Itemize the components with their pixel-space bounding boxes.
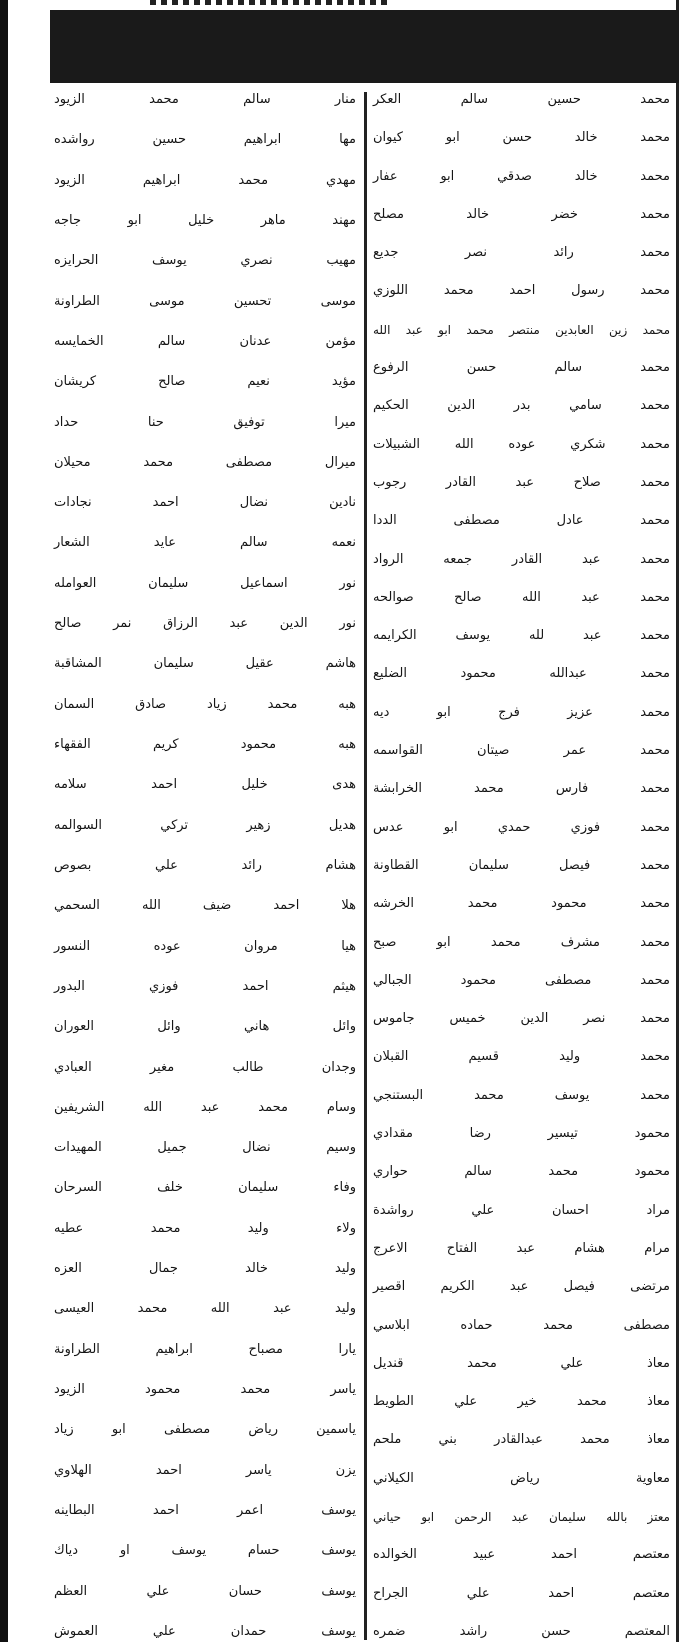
name-entry: ياسر محمد محمود الزيود [54, 1382, 356, 1397]
name-entry: يزن ياسر احمد الهلاوي [54, 1462, 356, 1478]
name-entry: ولاء وليد محمد عطيه [54, 1220, 356, 1236]
name-entry: هلا احمد ضيف الله السحمي [54, 898, 356, 914]
name-entry: محمد شكري عوده الله الشبيلات [373, 436, 670, 452]
name-entry: محمد عادل مصطفى الددا [373, 513, 670, 529]
name-entry: يوسف حمدان علي العموش [54, 1623, 356, 1639]
name-entry: معتصم احمد عبيد الخوالده [373, 1547, 670, 1563]
name-entry: هدى خليل احمد سلامه [54, 777, 356, 793]
name-entry: محمد نصر الدين خميس جاموس [373, 1011, 670, 1027]
name-entry: وسيم نضال جميل المهيدات [54, 1140, 356, 1156]
name-entry: مراد احسان علي رواشدة [373, 1202, 670, 1218]
name-entry: معاذ محمد خير علي الطويط [373, 1394, 670, 1410]
name-entry: محمد فارس محمد الخرابشة [373, 781, 670, 797]
name-entry: هيا مروان عوده النسور [54, 938, 356, 954]
name-entry: محمود تيسير رضا مقدادي [373, 1126, 670, 1142]
name-entry: وسام محمد عبد الله الشريفين [54, 1099, 356, 1115]
name-entry: وجدان طالب مغير العبادي [54, 1059, 356, 1075]
name-entry: محمد رسول احمد محمد اللوزي [373, 283, 670, 299]
name-entry: مرتضى فيصل عبد الكريم اقصير [373, 1279, 670, 1295]
name-entry: مؤمن عدنان سالم الخمايسه [54, 333, 356, 349]
name-entry: محمد مشرف محمد ابو صبح [373, 934, 670, 950]
name-entry: محمد فوزي حمدي ابو عدس [373, 819, 670, 835]
name-entry: معتز بالله سليمان عبد الرحمن ابو حياني [373, 1509, 670, 1524]
name-entry: موسى تحسين موسى الطراونة [54, 293, 356, 309]
name-entry: وليد عبد الله محمد العيسى [54, 1301, 356, 1317]
name-entry: محمد سالم حسن الرفوع [373, 360, 670, 376]
name-entry: المعتصم حسن راشد ضمره [373, 1623, 670, 1639]
name-entry: ميرا توفيق حنا حداد [54, 414, 356, 430]
name-entry: وائل هاني وائل العوران [54, 1019, 356, 1035]
name-entry: هبه محمد زياد صادق السمان [54, 696, 356, 712]
name-entry: محمود محمد سالم حواري [373, 1164, 670, 1180]
cropped-top-text-fragment [150, 0, 390, 5]
name-entry: هيثم احمد فوزي البدور [54, 978, 356, 994]
name-entry: محمد عمر صيتان القواسمه [373, 743, 670, 759]
name-entry: محمد عزيز فرج ابو ديه [373, 704, 670, 720]
name-entry: محمد حسين سالم العكر [373, 92, 670, 107]
name-entry: محمد سامي بدر الدين الحكيم [373, 398, 670, 414]
name-entry: محمد فيصل سليمان القطاونة [373, 857, 670, 873]
name-entry: محمد عبد الله صالح صوالحه [373, 589, 670, 605]
name-entry: محمد يوسف محمد البستنجي [373, 1087, 670, 1103]
name-entry: هاشم عقيل سليمان المشاقبة [54, 656, 356, 672]
name-entry: هشام رائد علي بصوص [54, 857, 356, 873]
name-entry: محمد محمود محمد الخرشه [373, 896, 670, 912]
name-entry: محمد خالد صدقي ابو عفار [373, 168, 670, 184]
name-entry: معاوية رياض الكيلاني [373, 1470, 670, 1486]
name-entry: محمد مصطفى محمود الجبالي [373, 972, 670, 988]
name-entry: يوسف حسان علي العظم [54, 1583, 356, 1599]
name-entry: يوسف اعمر احمد البطاينه [54, 1502, 356, 1518]
name-entry: معاذ علي محمد قنديل [373, 1355, 670, 1371]
name-entry: يارا مصباح ابراهيم الطراونة [54, 1341, 356, 1357]
left-border-rule [0, 0, 8, 1642]
name-entry: نور اسماعيل سليمان العوامله [54, 575, 356, 591]
name-entry: محمد خالد حسن ابو كيوان [373, 130, 670, 146]
name-entry: وليد خالد جمال العزه [54, 1261, 356, 1277]
name-entry: نادين نضال احمد نجادات [54, 495, 356, 511]
name-entry: محمد زين العابدين منتصر محمد ابو عبد الله [373, 322, 670, 337]
name-entry: هبه محمود كريم الفقهاء [54, 737, 356, 752]
names-columns [50, 92, 678, 1640]
name-entry: محمد خضر خالد مصلح [373, 206, 670, 222]
name-entry: مهيب نصري يوسف الحرايزه [54, 253, 356, 269]
name-entry: مها ابراهيم حسين رواشده [54, 132, 356, 148]
name-entry: معتصم احمد علي الجراح [373, 1585, 670, 1601]
name-entry: نور الدين عبد الرزاق نمر صالح [54, 616, 356, 632]
names-column-right [364, 92, 678, 1640]
names-column-left [50, 92, 364, 1640]
name-entry: مرام هشام عبد الفتاح الاعرج [373, 1240, 670, 1256]
name-entry: يوسف حسام يوسف او دياك [54, 1543, 356, 1559]
header-black-band [50, 10, 679, 83]
name-entry: مؤيد نعيم صالح كريشان [54, 374, 356, 390]
name-entry: مهدي محمد ابراهيم الزيود [54, 172, 356, 188]
name-entry: معاذ محمد عبدالقادر بني ملحم [373, 1432, 670, 1448]
name-entry: محمد عبد لله يوسف الكرايمه [373, 628, 670, 644]
name-entry: نعمه سالم عايد الشعار [54, 535, 356, 551]
name-entry: ميرال مصطفى محمد محيلان [54, 454, 356, 470]
name-entry: هديل زهير تركي السوالمه [54, 817, 356, 833]
name-entry: وفاء سليمان خلف السرحان [54, 1180, 356, 1196]
name-entry: محمد رائد نصر جديع [373, 245, 670, 261]
name-entry: منار سالم محمد الزيود [54, 92, 356, 107]
name-entry: محمد عبد القادر جمعه الرواد [373, 551, 670, 567]
name-entry: محمد عبدالله محمود الضليع [373, 666, 670, 682]
name-entry: محمد صلاح عبد القادر رجوب [373, 474, 670, 490]
name-entry: ياسمين رياض مصطفى ابو زياد [54, 1422, 356, 1438]
name-entry: محمد وليد قسيم القبلان [373, 1049, 670, 1065]
name-entry: مصطفى محمد حماده ابلاسي [373, 1317, 670, 1333]
name-entry: مهند ماهر خليل ابو جاجه [54, 212, 356, 228]
